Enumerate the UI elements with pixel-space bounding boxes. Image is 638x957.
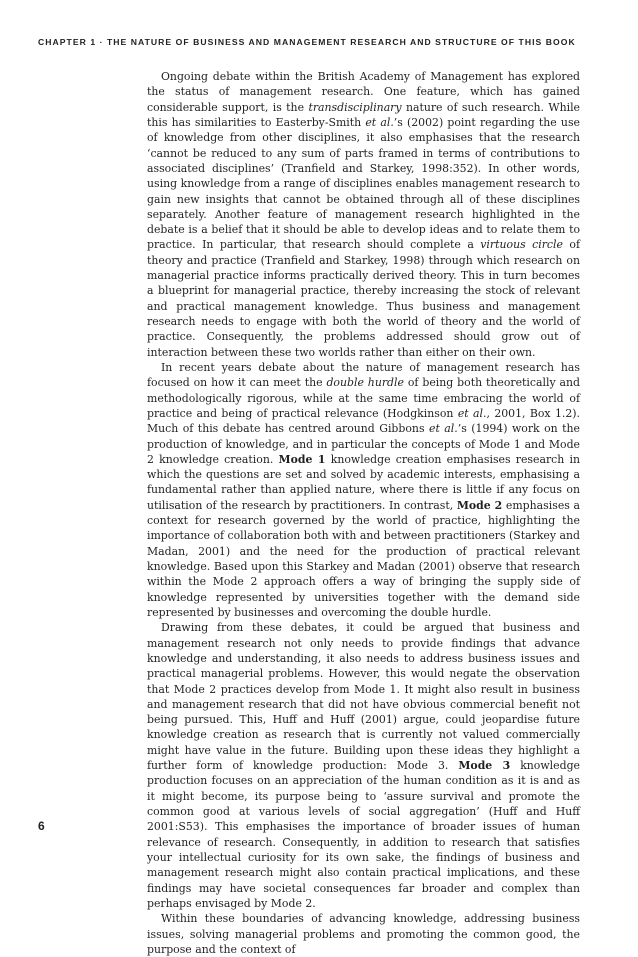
bold-term: Mode 2 <box>456 498 503 512</box>
text-run: Within these boundaries of advancing knowledge, addressing business issues, solving managerial problems and promoting the common good, the purpose and the context of <box>147 912 580 956</box>
text-run: ’s (2002) point regarding the use of knowledge from other disciplines, it also emphasises that the research ‘cannot be reduced to any sum of parts framed in terms of contributions to associated disciplines’ (Tranfield and Starkey, 1998:352). In other words, using knowledge from a range of disciplines enables management research to gain new insights that cannot be obtained through all of these disciplines separately. Another feature of management research highlighted in the debate is a belief that it should be able to develop ideas and to relate them to practice. In particular, that research should complete a <box>147 115 580 252</box>
italic-term: double hurdle <box>326 376 404 390</box>
text-run: knowledge creation emphasises research in which the questions are set and solved by academic interests, emphasising a fundamental rather than applied nature, where there is little if any focus on utilisation of the research by practitioners. In contrast, <box>147 452 580 512</box>
italic-term: transdisciplinary <box>308 100 402 114</box>
text-run: ’s (1994) work on the production of knowledge, and in particular the concepts of Mode 1 and Mode 2 knowledge creation. <box>147 422 580 466</box>
body-text <box>147 69 580 957</box>
paragraph <box>147 620 580 911</box>
running-header: CHAPTER 1 · THE NATURE OF BUSINESS AND MANAGEMENT RESEARCH AND STRUCTURE OF THIS BOOK <box>38 37 576 47</box>
italic-term: et al. <box>457 406 487 420</box>
text-run: of being both theoretically and methodologically rigorous, while at the same time embracing the world of practice and being of practical relevance (Hodgkinson <box>147 376 580 420</box>
italic-term: et al. <box>365 115 394 129</box>
text-run: Drawing from these debates, it could be argued that business and management research not only needs to provide findings that advance knowledge and understanding, it also needs to address business issues and practical managerial problems. However, this would negate the observation that Mode 2 practices develop from Mode 1. It might also result in business and management research that did not have obvious commercial benefit not being pursued. This, Huff and Huff (2001) argue, could jeopardise future knowledge creation as research that is currently not valued commercially might have value in the future. Building upon these ideas they highlight a further form of knowledge production: Mode 3. <box>147 621 580 773</box>
italic-term: et al. <box>429 422 458 436</box>
text-run: , 2001, Box 1.2). Much of this debate has centred around Gibbons <box>147 406 580 436</box>
paragraph <box>147 911 580 957</box>
paragraph <box>147 360 580 620</box>
text-run: knowledge production focuses on an appreciation of the human condition as it is and as it might become, its purpose being to ‘assure survival and promote the common good at various levels of social aggregation’ (Huff and Huff 2001:S53). This emphasises the importance of broader issues of human relevance of research. Consequently, in addition to research that satisfies your intellectual curiosity for its own sake, the findings of business and management research might also contain practical implications, and these findings may have societal consequences far broader and complex than perhaps envisaged by Mode 2. <box>147 759 580 910</box>
text-run: nature of such research. While this has similarities to Easterby-Smith <box>147 100 580 129</box>
text-run: of theory and practice (Tranfield and Starkey, 1998) through which research on managerial practice informs practically derived theory. This in turn becomes a blueprint for managerial practice, thereby increasing the stock of relevant and practical management knowledge. Thus business and management research needs to engage with both the world of theory and the world of practice. Consequently, the problems addressed should grow out of interaction between these two worlds rather than either on their own. <box>147 238 580 359</box>
italic-term: virtuous circle <box>480 238 563 252</box>
bold-term: Mode 3 <box>458 759 511 773</box>
text-run: emphasises a context for research governed by the world of practice, highlighting the importance of collaboration both with and between practitioners (Starkey and Madan, 2001) and the need for the production of practical relevant knowledge. Based upon this Starkey and Madan (2001) observe that research within the Mode 2 approach offers a way of bringing the supply side of knowledge represented by universities together with the demand side represented by businesses and overcoming the double hurdle. <box>147 498 580 619</box>
text-run: In recent years debate about the nature of management research has focused on how it can meet the <box>147 360 580 390</box>
bold-term: Mode 1 <box>278 452 326 466</box>
text-run: Ongoing debate within the British Academy of Management has explored the status of management research. One feature, which has gained considerable support, is the <box>147 70 580 114</box>
paragraph <box>147 69 580 360</box>
page-number: 6 <box>38 819 45 833</box>
